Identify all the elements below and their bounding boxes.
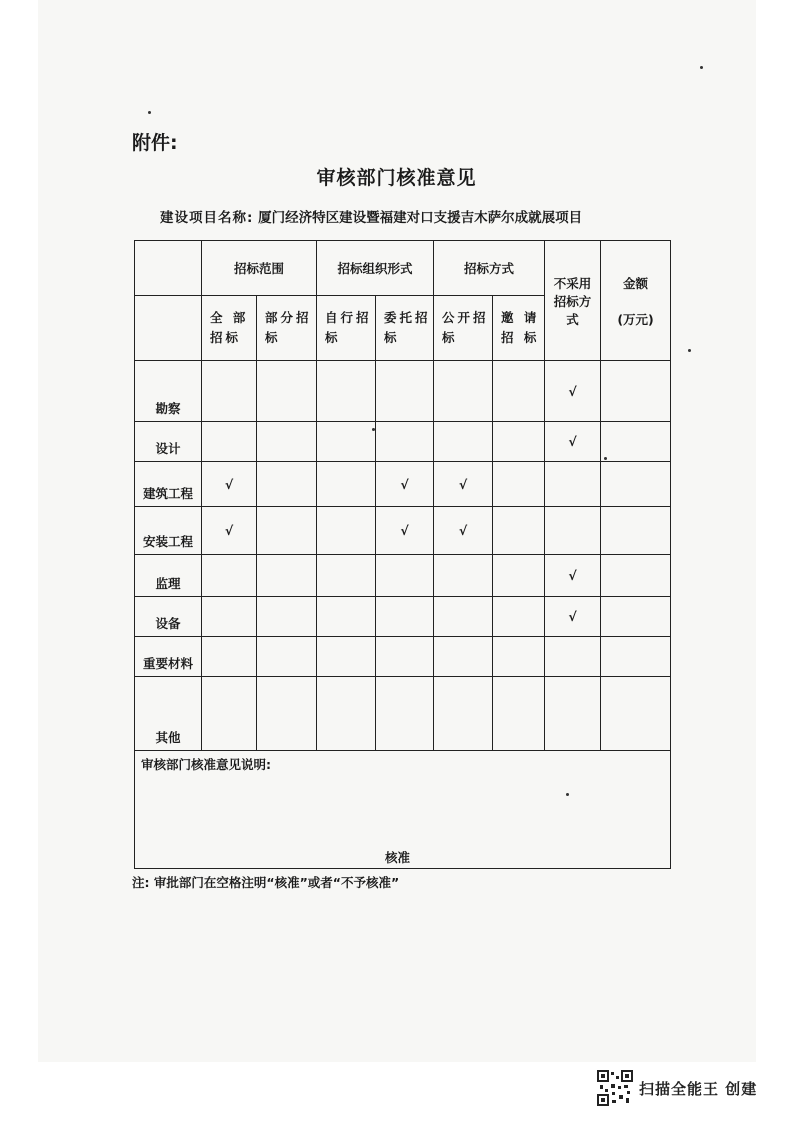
row-label-kancha: 勘察 [135, 361, 202, 422]
table-cell [493, 361, 545, 422]
group-header-scope: 招标范围 [202, 241, 317, 296]
check-mark-icon: √ [400, 476, 409, 492]
scan-speck [148, 111, 151, 114]
header-no-tender-l3: 式 [566, 311, 579, 327]
table-cell [202, 597, 257, 637]
table-cell [545, 462, 601, 507]
subheader-partial-l1: 部分招 [265, 310, 312, 325]
subheader-self-l2: 标 [325, 330, 341, 345]
table-cell [434, 555, 493, 597]
amount-cell [601, 507, 671, 555]
watermark-text: 扫描全能王 创建 [639, 1079, 758, 1098]
group-header-method: 招标方式 [434, 241, 545, 296]
attachment-label: 附件: [132, 132, 178, 154]
header-amount-l1: 金额 [623, 275, 649, 291]
table-cell [434, 361, 493, 422]
table-cell [257, 555, 317, 597]
row-label-sheji: 设计 [135, 422, 202, 462]
blank-subheader-cell [135, 296, 202, 361]
row-label-jianli: 监理 [135, 555, 202, 597]
subheader-invite-l1: 邀 请 [501, 310, 540, 325]
subheader-full-l1: 全 部 [210, 310, 249, 325]
header-no-tender-l1: 不采用 [553, 275, 592, 291]
table-row [135, 597, 671, 637]
table-cell [202, 507, 257, 555]
row-label-anzhuang: 安装工程 [135, 507, 202, 555]
check-mark-icon: √ [568, 568, 577, 583]
project-name: 厦门经济特区建设暨福建对口支援吉木萨尔成就展项目 [258, 210, 583, 226]
table-cell [317, 462, 376, 507]
table-cell [202, 555, 257, 597]
check-mark-icon: √ [568, 609, 577, 624]
check-mark-icon: √ [400, 523, 409, 538]
table-row [135, 361, 671, 422]
table-cell [317, 422, 376, 462]
table-row [135, 422, 671, 462]
subheader-open [434, 296, 493, 361]
subheader-entrust-l2: 标 [384, 330, 400, 345]
table-cell [434, 462, 493, 507]
table-cell [202, 677, 257, 751]
table-cell [257, 677, 317, 751]
table-cell [376, 507, 434, 555]
amount-cell [601, 597, 671, 637]
table-row [135, 507, 671, 555]
scan-speck [688, 349, 691, 352]
table-cell [434, 507, 493, 555]
check-mark-icon: √ [568, 383, 577, 399]
approval-table [134, 240, 671, 869]
header-amount-l2: (万元) [617, 311, 654, 327]
table-cell [376, 361, 434, 422]
table-cell [317, 677, 376, 751]
subheader-open-l1: 公开招 [442, 310, 489, 325]
review-comment-cell [135, 751, 671, 869]
table-cell [317, 637, 376, 677]
amount-cell [601, 361, 671, 422]
table-cell [545, 422, 601, 462]
subheader-entrust [376, 296, 434, 361]
table-cell [434, 677, 493, 751]
table-cell [545, 637, 601, 677]
review-label: 审核部门核准意见说明: [141, 757, 271, 772]
qr-code-icon [597, 1070, 633, 1106]
table-cell [376, 422, 434, 462]
header-no-tender-l2: 招标方 [553, 293, 592, 309]
corner-cell [135, 241, 202, 296]
scan-speck [700, 66, 703, 69]
subheader-entrust-l1: 委托招 [384, 310, 431, 325]
table-cell [434, 422, 493, 462]
table-cell [202, 422, 257, 462]
data-rows [135, 361, 671, 751]
subheader-invite [493, 296, 545, 361]
check-mark-icon: √ [568, 434, 577, 449]
table-cell [493, 462, 545, 507]
row-label-qita: 其他 [135, 677, 202, 751]
scanner-watermark [597, 1070, 757, 1106]
row-label-shebei: 设备 [135, 597, 202, 637]
row-label-jianzhu: 建筑工程 [135, 462, 202, 507]
table-cell [493, 677, 545, 751]
page-title: 审核部门核准意见 [316, 167, 477, 189]
table-cell [317, 555, 376, 597]
table-cell [257, 637, 317, 677]
table-cell [202, 462, 257, 507]
approve-label: 核准 [385, 850, 411, 865]
table-cell [376, 462, 434, 507]
subheader-partial [257, 296, 317, 361]
header-amount [601, 241, 671, 361]
table-cell [493, 555, 545, 597]
subheader-self-l1: 自行招 [325, 310, 372, 325]
table-cell [317, 597, 376, 637]
table-cell [434, 597, 493, 637]
amount-cell [601, 422, 671, 462]
table-cell [202, 637, 257, 677]
table-cell [376, 597, 434, 637]
row-label-cailiao: 重要材料 [135, 637, 202, 677]
table-cell [317, 361, 376, 422]
table-row [135, 555, 671, 597]
table-cell [257, 597, 317, 637]
check-mark-icon: √ [458, 476, 468, 492]
table-cell [257, 361, 317, 422]
table-cell [545, 361, 601, 422]
footnote: 注: 审批部门在空格注明“核准”或者“不予核准” [132, 875, 400, 890]
check-mark-icon: √ [458, 523, 468, 538]
table-cell [257, 462, 317, 507]
amount-cell [601, 462, 671, 507]
amount-cell [601, 555, 671, 597]
table-cell [493, 637, 545, 677]
subheader-self [317, 296, 376, 361]
table-cell [202, 361, 257, 422]
subheader-partial-l2: 标 [265, 330, 281, 345]
table-cell [493, 422, 545, 462]
project-line [160, 206, 582, 226]
table-cell [434, 637, 493, 677]
table-cell [376, 677, 434, 751]
subheader-invite-l2: 招 标 [501, 330, 540, 345]
amount-cell [601, 677, 671, 751]
table-cell [493, 507, 545, 555]
table-cell [545, 507, 601, 555]
table-row [135, 677, 671, 751]
table-row [135, 637, 671, 677]
table-cell [376, 555, 434, 597]
check-mark-icon: √ [224, 476, 234, 492]
table-cell [257, 507, 317, 555]
table-cell [257, 422, 317, 462]
table-cell [545, 555, 601, 597]
check-mark-icon: √ [224, 523, 234, 538]
table-cell [376, 637, 434, 677]
project-label: 建设项目名称: [160, 210, 254, 226]
table-cell [317, 507, 376, 555]
subheader-full-l2: 招标 [210, 330, 242, 345]
table-cell [545, 677, 601, 751]
header-no-tender [545, 241, 601, 361]
subheader-full [202, 296, 257, 361]
subheader-open-l2: 标 [442, 330, 458, 345]
group-header-organization: 招标组织形式 [317, 241, 434, 296]
amount-cell [601, 637, 671, 677]
table-cell [545, 597, 601, 637]
table-row [135, 462, 671, 507]
table-cell [493, 597, 545, 637]
